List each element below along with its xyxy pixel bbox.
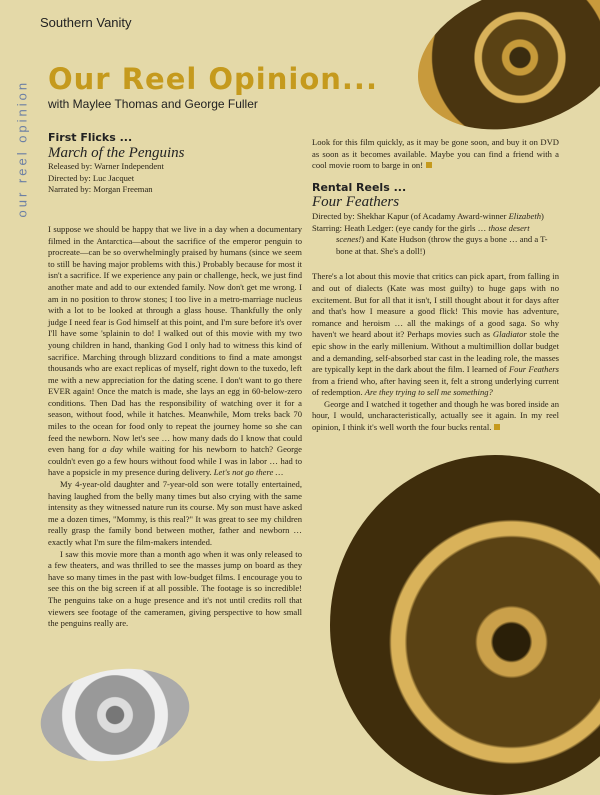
- feathers-paragraph-2: George and I watched it together and though he was bored inside an hour, I would, uncharacteristically, actually see it again. In my reel opinion, I think it's well worth the four bucks rental.: [312, 398, 559, 433]
- section-first-flicks: First Flicks ...: [48, 131, 133, 144]
- film-reel-bottom-left: [33, 658, 196, 773]
- film-reel-top-right: [399, 0, 600, 154]
- byline: with Maylee Thomas and George Fuller: [48, 97, 258, 111]
- column-right: [312, 137, 559, 434]
- section-rental-reels: Rental Reels ...: [312, 180, 407, 194]
- directed-by: Directed by: Luc Jacquet: [48, 172, 135, 183]
- film-title-four-feathers: Four Feathers: [312, 194, 400, 211]
- column-left: [48, 132, 302, 630]
- penguins-paragraph-2: My 4-year-old daughter and 7-year-old son were totally entertained, having laughed from the belly many times but also crying with the same intensity as they witnessed nature run its course. My son must have asked me a dozen times, "Mommy, is this real?" It was great to see my children really grasp the family bond between mother, father and newborn … exactly what I'm sure the film-makers intended.: [48, 479, 302, 547]
- page-title: Our Reel Opinion...: [48, 62, 378, 96]
- feathers-paragraph-1: There's a lot about this movie that critics can pick apart, from falling in and out of dialects (Kate was most guilty) to huge gaps with no excitement. But for all that it isn't, I still thought about it for days after and that's how I measure a good flick! This movie has adventure, romance and heroism … all the makings of a good saga. So why haven't we heard about it? Perhaps movies such as Gladiator stole the epic show in the early millenium. Without a multimillion dollar budget and a demanding, self-absorbed star cast in the leading role, the masses are typically kept in the dark about the film. I learned of Four Feathers from a friend who, after having seen it, felt a strong underlying current of redemption. Are they trying to sell me something?: [312, 271, 559, 398]
- feathers-starring: Starring: Heath Ledger: (eye candy for the girls … those desert scenes!) and Kate Hudson (throw the guys a bone … and a T-bone at that. She's a doll!): [312, 222, 548, 256]
- narrated-by: Narrated by: Morgan Freeman: [48, 184, 153, 195]
- penguins-paragraph-1: I suppose we should be happy that we live in a day when a documentary filmed in the Antarctica—about the sacrifice of the emperor penguin to procreate—can be so overwhelmingly praised by humans (since we seem to still be having major problems with this.) Probably because for most it isn't a sacrifice. If we experience any pain or challenge, heck, we just find another mate and add to our extended family. Now don't get me wrong. I am in no position to throw stones; I too live in a metro-marriage nucleus with a lot to be looked at through a glass house. Thankfully the only judge I need fear is God himself at this point, and I'm sure before it's over I'll have some 'splainin to do! I walked out of this movie with my two young children in hand, thanking God I only had to witness this kind of sacrifice. Marching through blizzard conditions to find a mate amongst thousands who are exact replicas of myself, right down to the tuxedo, left me with a new appreciation for the dating scene. I don't want to go there EVER again! Once the match is made, she lays an egg in 60-below-zero conditions. Then Dad has the responsibility of watching over it for a season, without food, while it hatches. Meanwhile, Mom treks back 70 miles to the ocean for food only to repeat the journey home so she can feed the newborn. Now let's see … how many dads do I know that could even hang for a day while waiting for his newborn to hatch? George couldn't even go a few hours without food while I was in labor … had to have a popsicle in my presence during delivery. Let's not go there …: [48, 223, 302, 478]
- film-reel-bottom-right: [330, 455, 600, 795]
- film-title-penguins: March of the Penguins: [48, 144, 185, 161]
- end-mark-icon: [494, 424, 500, 430]
- penguins-paragraph-3: I saw this movie more than a month ago when it was only released to a few theaters, and was thrilled to see the masses jump on board as they have so many times in the past with low-budget films. I encourage you to see this on the big screen if at all possible. The footage is so incredible! The penguins take on a huge presence and it's not until credits roll that viewers see footage of the cameramen, giving perspective to how small the penguins really are.: [48, 548, 302, 629]
- penguins-paragraph-4: Look for this film quickly, as it may be gone soon, and buy it on DVD as soon as it becomes available. Maybe you can find a friend with a cool movie room to barge in on!: [312, 137, 559, 171]
- side-label-text: our reel opinion: [14, 79, 30, 218]
- end-mark-icon: [426, 162, 432, 168]
- released-by: Released by: Warner Independent: [48, 161, 164, 172]
- magazine-name: Southern Vanity: [40, 15, 132, 30]
- side-label: [14, 40, 28, 220]
- feathers-directed-by: Directed by: Shekhar Kapur (of Acadamy Award-winner Elizabeth): [312, 210, 544, 221]
